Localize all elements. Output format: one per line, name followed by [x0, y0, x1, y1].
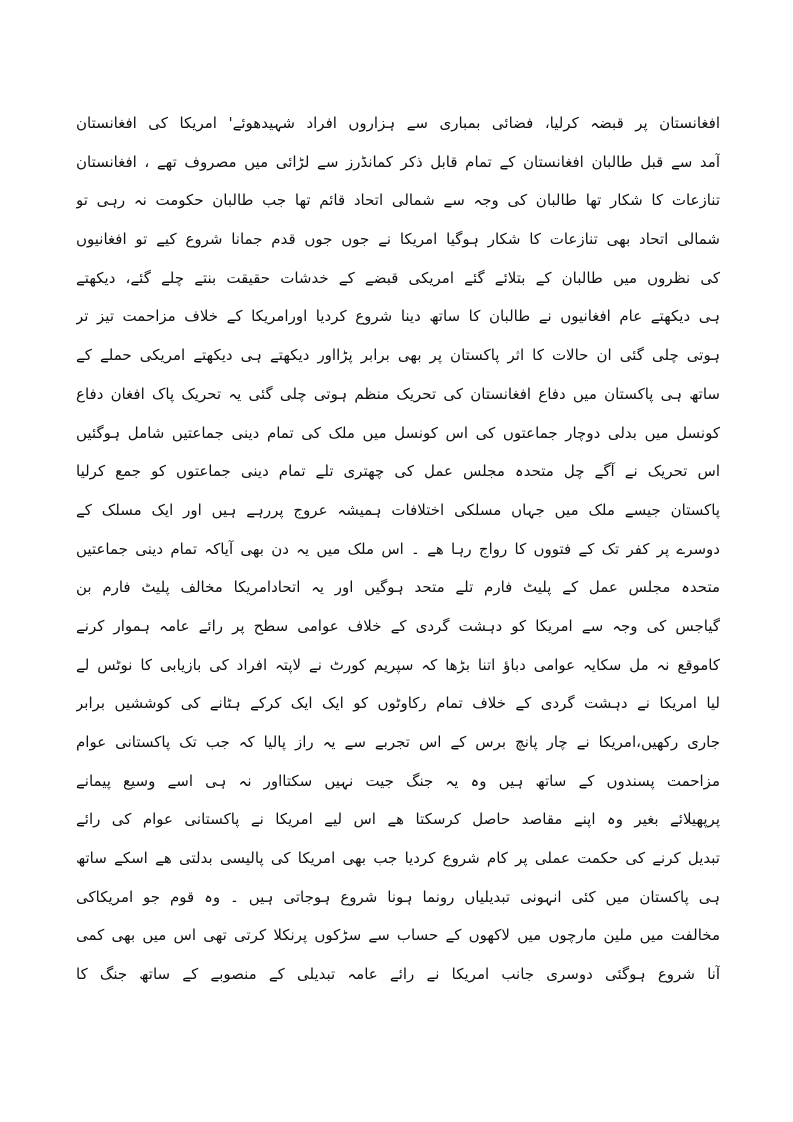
- text-line-14: گیاجس کی وجہ سے امریکا کو دہشت گردی کے خلاف عوامی سطح پر رائے عامہ ہموار کرنے: [76, 616, 720, 635]
- text-line-20: تبدیل کرنے کی حکمت عملی پر کام شروع کردیا جب بھی امریکا کی پالیسی بدلتی ھے اسکے ساتھ: [76, 849, 720, 868]
- text-line-17: جاری رکھیں،امریکا نے چار پانچ برس کے اس تجربے سے یہ راز پالیا کہ جب تک پاکستانی عوام: [76, 733, 720, 751]
- text-line-2: آمد سے قبل طالبان افغانستان کے تمام قابل ذکر کمانڈرز سے لڑائی میں مصروف تھے ، افغانستان: [76, 152, 720, 171]
- text-line-16: لیا امریکا نے دہشت گردی کے خلاف تمام رکاوٹوں کو ایک ایک کرکے ہٹانے کی کوششیں برابر: [76, 694, 720, 713]
- text-line-15: کاموقع نہ مل سکایہ عوامی دباؤ اتنا بڑھا کہ سپریم کورٹ نے لاپتہ افراد کی بازیابی کا نوٹس لے: [76, 655, 720, 674]
- text-line-1: افغانستان پر قبضہ کرلیا، فضائی بمباری سے ہزاروں افراد شہیدھوئے' امریکا کی افغانستان: [76, 114, 720, 132]
- text-line-23: آنا شروع ہوگئی دوسری جانب امریکا نے رائے عامہ تبدیلی کے منصوبے کے ساتھ جنگ کا: [76, 965, 720, 984]
- text-line-12: دوسرے پر کفر تک کے فتووں کا رواج رہا ھے ۔ اس ملک میں یہ دن بھی آیاکہ تمام دینی جماعتیں: [76, 539, 720, 558]
- text-line-3: تنازعات کا شکار تھا طالبان کی وجہ سے شمالی اتحاد قائم تھا جب طالبان حکومت نہ رہی تو: [76, 191, 720, 210]
- text-line-21: ہی پاکستان میں کئی انہونی تبدیلیاں رونما ہونا شروع ہوجاتی ہیں ۔ وہ قوم جو امریکاکی: [76, 887, 720, 906]
- text-line-7: ہوتی چلی گئی ان حالات کا اثر پاکستان پر بھی برابر پڑااور دیکھتے ہی دیکھتے امریکی حملے کے: [76, 346, 720, 365]
- text-line-18: مزاحمت پسندوں کے ساتھ ہیں وہ یہ جنگ جیت نہیں سکتااور نہ ہی اسے وسیع پیمانے: [76, 771, 720, 790]
- text-line-4: شمالی اتحاد بھی تنازعات کا شکار ہوگیا امریکا نے جوں جوں قدم جمانا شروع کیے تو افغانیوں: [76, 230, 720, 249]
- text-line-13: متحدہ مجلس عمل کے پلیٹ فارم تلے متحد ہوگیں اور یہ اتحادامریکا مخالف پلیٹ فارم بن: [76, 578, 720, 597]
- text-line-19: پرپھیلائے بغیر وہ اپنے مقاصد حاصل کرسکتا ھے اس لیے امریکا نے پاکستانی عوام کی رائے: [76, 810, 720, 829]
- urdu-paragraph: [76, 104, 720, 994]
- text-line-10: اس تحریک نے آگے چل متحدہ مجلس عمل کی چھتری تلے تمام دینی جماعتوں کو جمع کرلیا: [76, 462, 720, 481]
- text-line-6: ہی دیکھتے عام افغانیوں نے طالبان کا ساتھ دینا شروع کردیا اورامریکا کے خلاف مزاحمت تیز تر: [76, 307, 720, 326]
- text-line-22: مخالفت میں ملین مارچوں میں لاکھوں کے حساب سے سڑکوں پرنکلا کرتی تھی اس میں بھی کمی: [76, 926, 720, 945]
- text-line-11: پاکستان جیسے ملک میں جہاں مسلکی اختلافات ہمیشہ عروج پررہے ہیں اور ایک مسلک کے: [76, 500, 720, 519]
- text-line-9: کونسل میں بدلی دوچار جماعتوں کی اس کونسل میں ملک کی تمام دینی جماعتیں شامل ہوگئیں: [76, 423, 720, 442]
- text-line-5: کی نظروں میں طالبان کے بتلائے گئے امریکی قبضے کے خدشات حقیقت بنتے چلے گئے، دیکھتے: [76, 268, 720, 287]
- text-line-8: ساتھ ہی پاکستان میں دفاع افغانستان کی تحریک منظم ہوتی چلی گئی یہ تحریک پاک افغان دفاع: [76, 384, 720, 403]
